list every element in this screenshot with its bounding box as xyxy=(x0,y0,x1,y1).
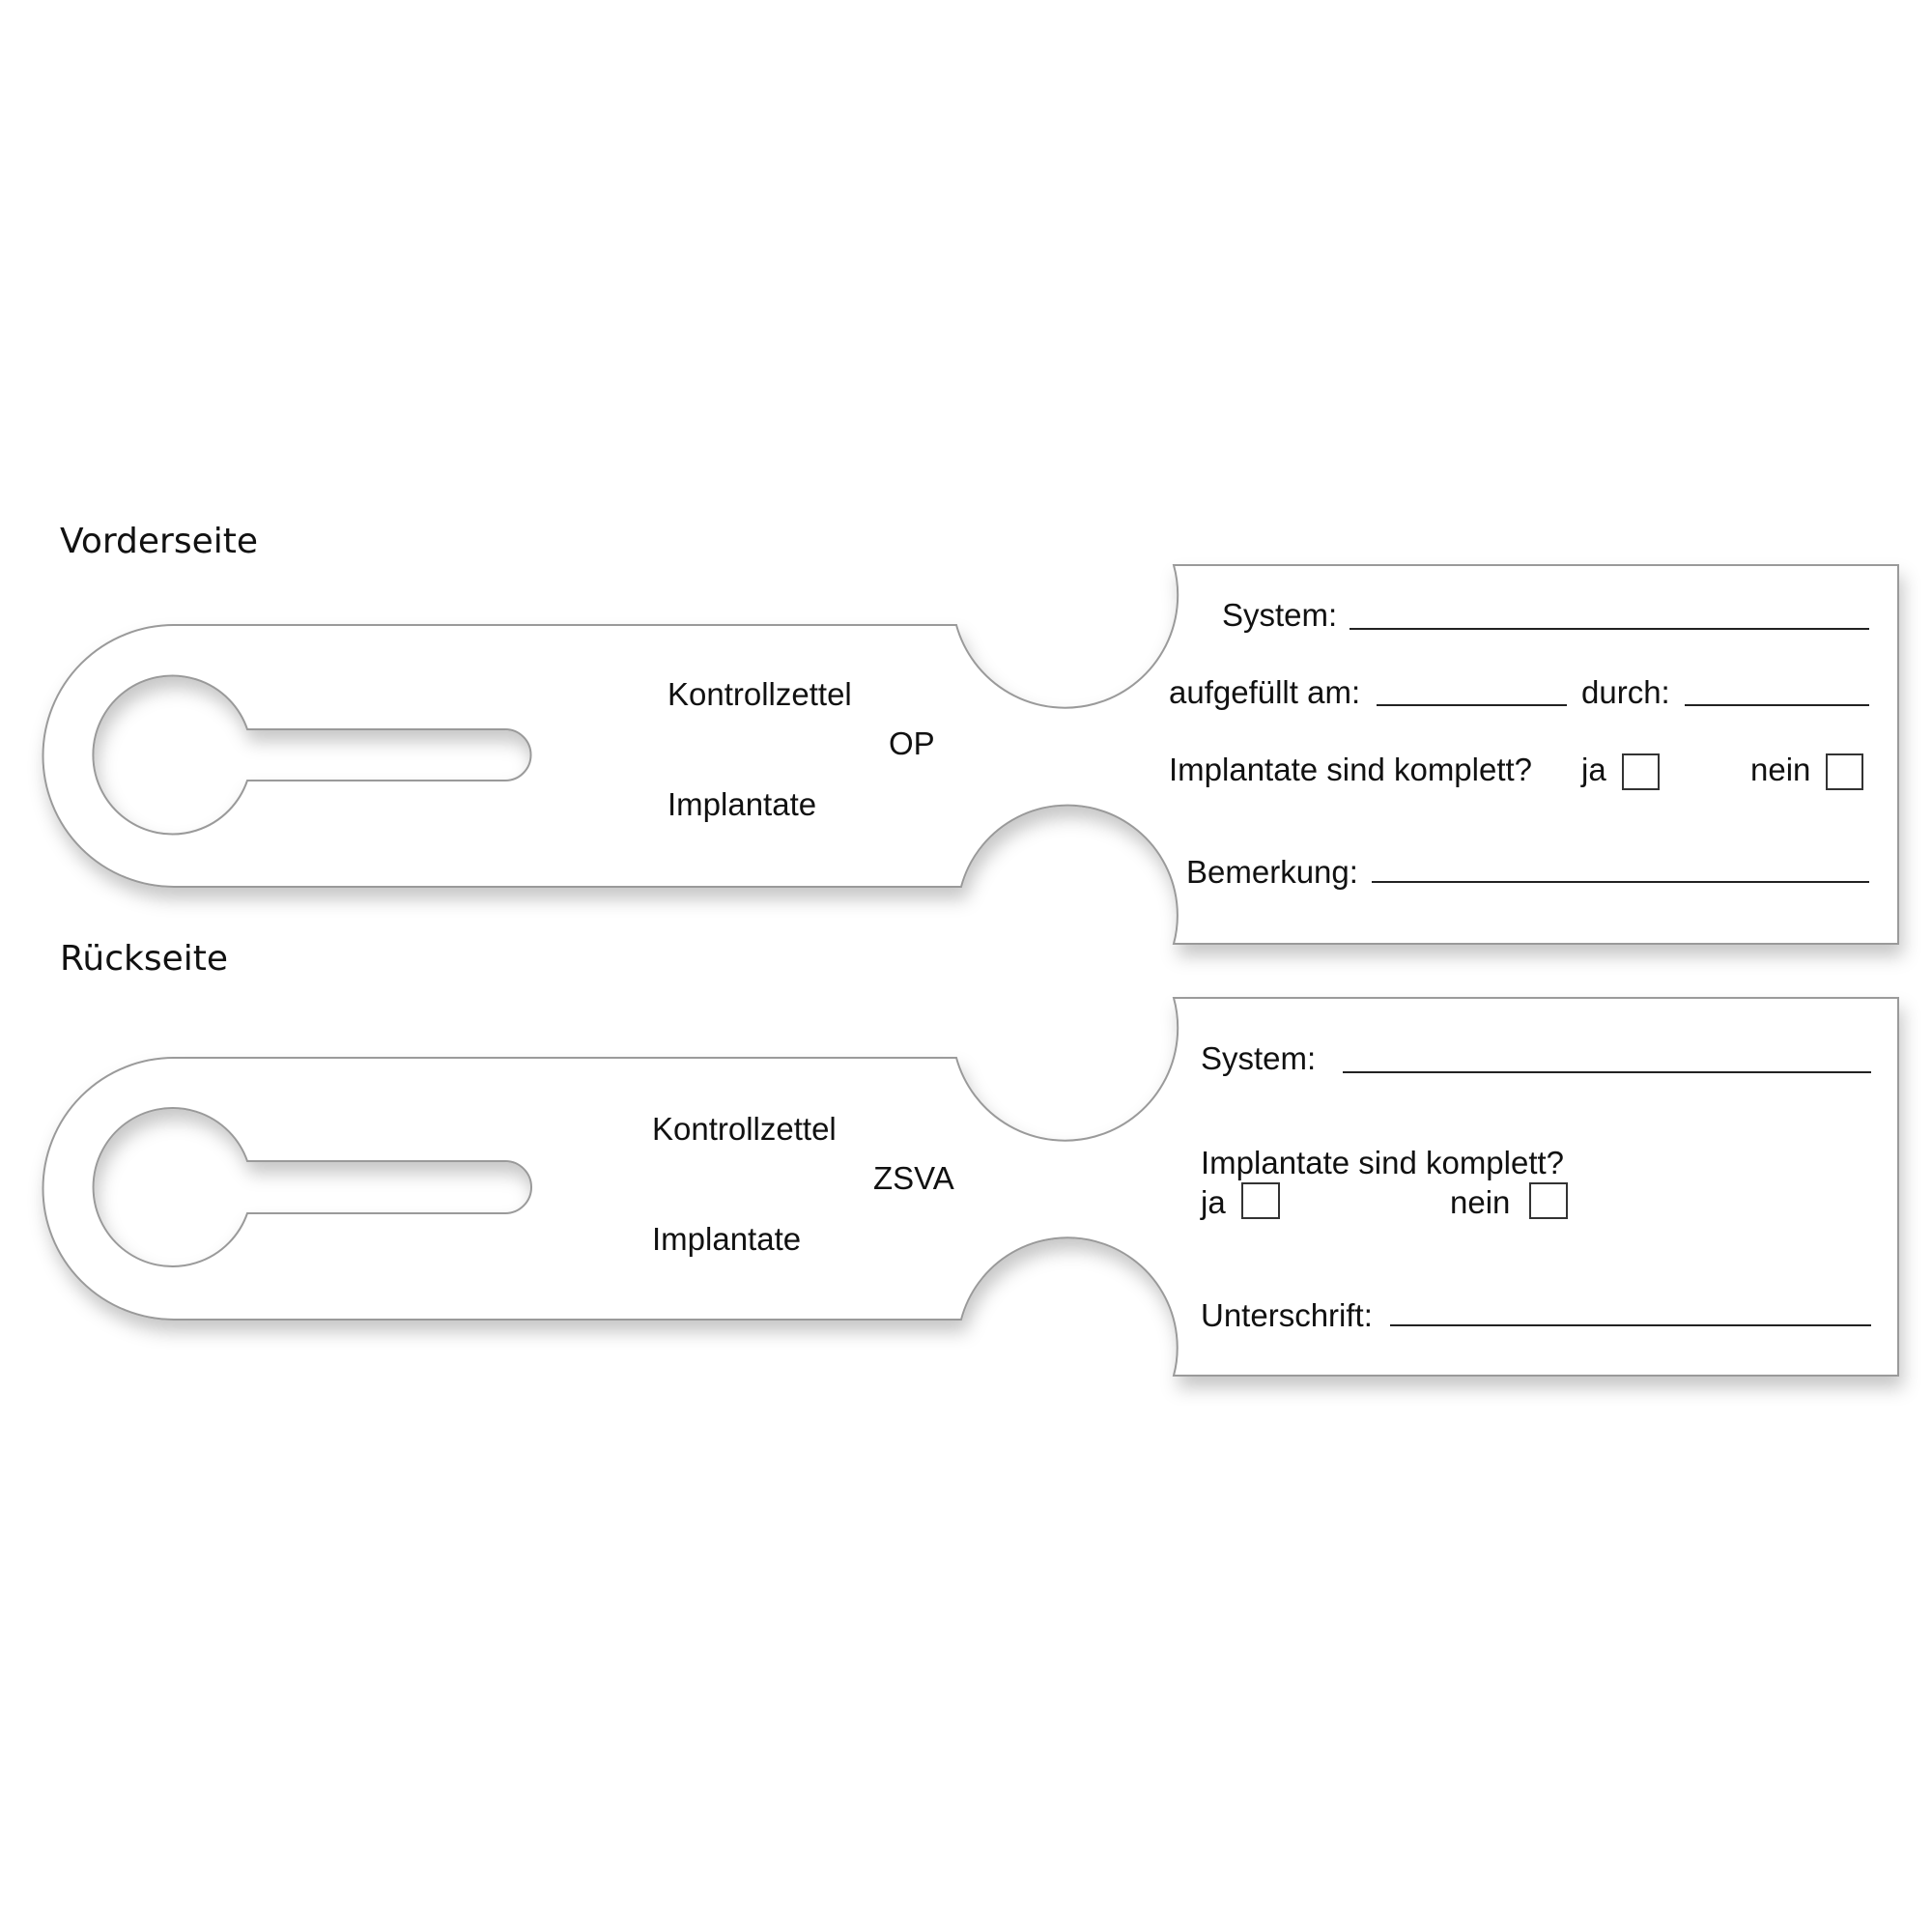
front-tag-outline xyxy=(43,565,1898,944)
back-yes-label: ja xyxy=(1201,1184,1226,1220)
front-no-label: nein xyxy=(1750,752,1811,787)
back-system-label: System: xyxy=(1201,1040,1317,1076)
back-no-label: nein xyxy=(1450,1184,1511,1220)
front-yes-label: ja xyxy=(1581,752,1606,787)
front-system-label: System: xyxy=(1222,597,1338,633)
front-side-label: Vorderseite xyxy=(60,522,258,561)
back-complete-question: Implantate sind komplett? xyxy=(1201,1145,1565,1180)
front-no-checkbox[interactable] xyxy=(1827,754,1862,789)
back-title-implantate: Implantate xyxy=(652,1221,802,1257)
front-tag xyxy=(0,541,1932,1005)
back-tag xyxy=(0,976,1932,1439)
back-side-label: Rückseite xyxy=(60,939,229,979)
front-title-kontrollzettel: Kontrollzettel xyxy=(668,676,852,712)
back-title-zsva: ZSVA xyxy=(873,1160,954,1196)
back-title-kontrollzettel: Kontrollzettel xyxy=(652,1111,837,1147)
back-no-checkbox[interactable] xyxy=(1530,1183,1567,1218)
back-signature-label: Unterschrift: xyxy=(1201,1297,1373,1333)
front-complete-question: Implantate sind komplett? xyxy=(1169,752,1533,787)
front-title-implantate: Implantate xyxy=(668,786,817,822)
front-yes-checkbox[interactable] xyxy=(1623,754,1659,789)
back-yes-checkbox[interactable] xyxy=(1242,1183,1279,1218)
back-tag-outline xyxy=(43,998,1898,1376)
front-remark-label: Bemerkung: xyxy=(1186,854,1358,890)
front-title-op: OP xyxy=(889,725,935,761)
front-by-label: durch: xyxy=(1581,674,1670,710)
front-refilled-label: aufgefüllt am: xyxy=(1169,674,1361,710)
